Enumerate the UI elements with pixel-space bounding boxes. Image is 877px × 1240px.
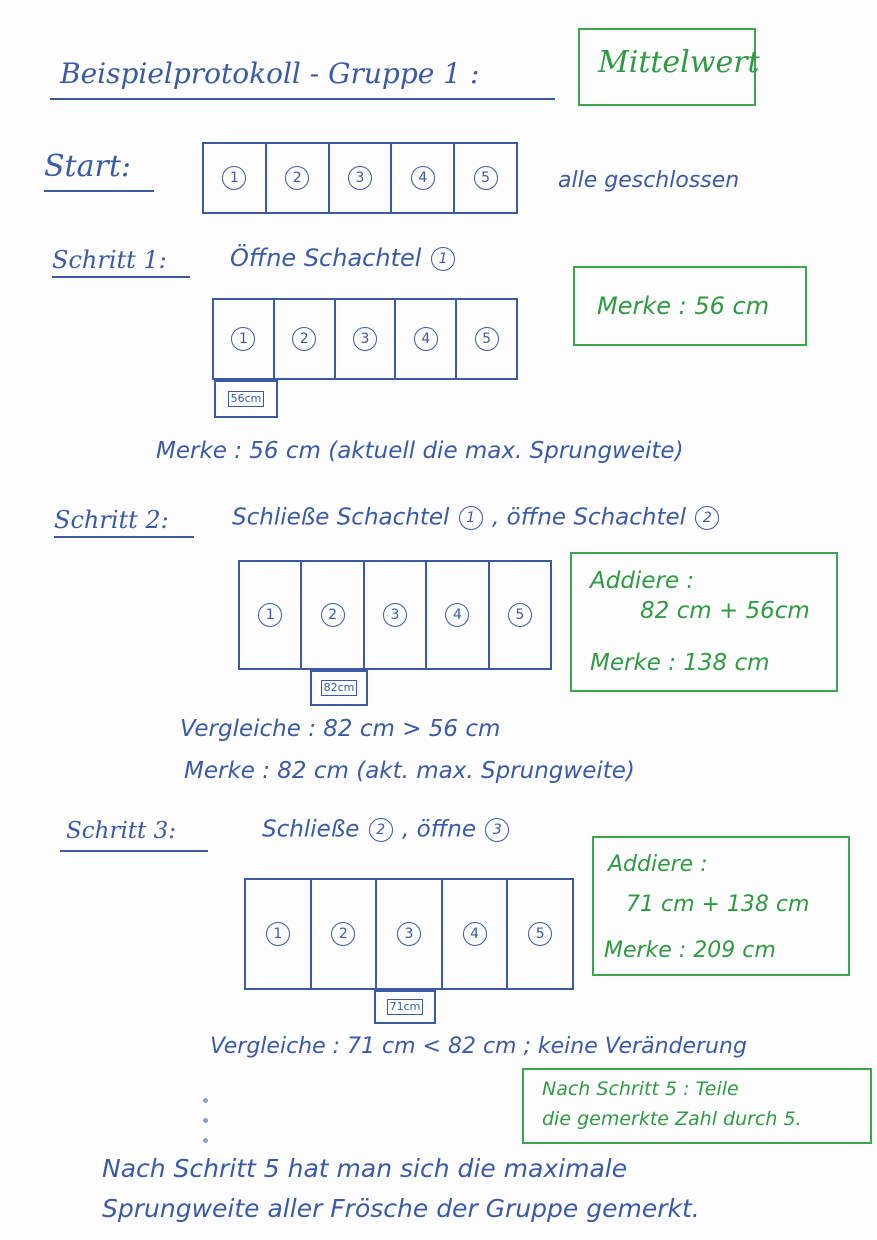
step1-box-3 <box>336 300 397 378</box>
start-box-4 <box>392 144 455 212</box>
footer-line-2: Sprungweite aller Frösche der Gruppe gemerkt. <box>102 1194 700 1223</box>
step3-green-line-3: Merke : 209 cm <box>604 938 776 963</box>
step2-box-2 <box>302 562 364 668</box>
step1-green-text: Merke : 56 cm <box>597 292 770 320</box>
box-number-4: 4 <box>411 166 435 190</box>
ellipsis-dot-1 <box>203 1098 208 1103</box>
start-note: alle geschlossen <box>558 168 740 193</box>
after-step5-box <box>522 1068 872 1144</box>
step1-box-2 <box>275 300 336 378</box>
footer-line-1: Nach Schritt 5 hat man sich die maximale <box>102 1154 628 1183</box>
box-number-2: 2 <box>285 166 309 190</box>
box-number-1: 1 <box>231 327 255 351</box>
step2-box-5 <box>490 562 550 668</box>
mittelwert-badge <box>578 28 760 106</box>
title-underline <box>50 98 555 100</box>
step3-box-4 <box>443 880 509 988</box>
box-number-4: 4 <box>445 603 469 627</box>
step3-box-1 <box>246 880 312 988</box>
box-number-3: 3 <box>353 327 377 351</box>
step3-label: Schritt 3: <box>66 818 176 844</box>
step1-note: Merke : 56 cm (aktuell die max. Sprungweite) <box>156 438 684 464</box>
box-number-4: 4 <box>414 327 438 351</box>
step1-action <box>230 246 457 271</box>
box-number-3: 3 <box>348 166 372 190</box>
step1-box-1 <box>214 300 275 378</box>
after-step5-line-1: Nach Schritt 5 : Teile <box>542 1078 739 1100</box>
step1-box-strip <box>212 298 518 380</box>
box-number-5: 5 <box>474 166 498 190</box>
step3-box-3 <box>377 880 443 988</box>
box-number-2: 2 <box>321 603 345 627</box>
step1-tag-text: 56cm <box>228 391 265 407</box>
step2-note: Merke : 82 cm (akt. max. Sprungweite) <box>184 758 635 784</box>
step2-box-strip <box>238 560 552 670</box>
step2-green-line-1: Addiere : <box>590 568 695 594</box>
step1-box-5 <box>457 300 516 378</box>
step2-green-box <box>570 552 838 692</box>
step3-green-line-2: 71 cm + 138 cm <box>626 892 810 917</box>
box-number-3: 3 <box>383 603 407 627</box>
step3-action <box>262 818 511 842</box>
ellipsis-dot-2 <box>203 1118 208 1123</box>
step2-box-1 <box>240 562 302 668</box>
step3-open-text: öffne <box>416 816 477 843</box>
step3-box-strip <box>244 878 574 990</box>
step3-green-box <box>592 836 850 976</box>
step2-green-line-3: Merke : 138 cm <box>590 650 770 676</box>
start-box-2 <box>267 144 330 212</box>
step3-close-box: 2 <box>369 818 393 842</box>
step3-sep: , <box>402 816 410 843</box>
start-underline <box>44 190 154 192</box>
step1-jump-tag <box>214 380 278 418</box>
step2-box-3 <box>365 562 427 668</box>
box-number-2: 2 <box>331 922 355 946</box>
start-label: Start: <box>44 149 131 184</box>
box-number-4: 4 <box>463 922 487 946</box>
step2-open-box: 2 <box>695 506 719 530</box>
step2-open-text: , öffne Schachtel <box>492 504 687 531</box>
step2-action <box>232 506 721 530</box>
step3-compare: Vergleiche : 71 cm < 82 cm ; keine Veränderung <box>210 1034 747 1059</box>
step1-box-4 <box>396 300 457 378</box>
step3-close-text: Schließe <box>262 816 360 843</box>
start-box-5 <box>455 144 516 212</box>
step3-box-2 <box>312 880 378 988</box>
step2-close-box: 1 <box>459 506 483 530</box>
step2-green-line-2: 82 cm + 56cm <box>640 598 810 624</box>
box-number-5: 5 <box>528 922 552 946</box>
step1-underline <box>52 276 190 278</box>
page-title: Beispielprotokoll - Gruppe 1 : <box>60 57 480 90</box>
step3-jump-tag <box>374 990 436 1024</box>
step1-green-box <box>573 266 807 346</box>
step2-compare: Vergleiche : 82 cm > 56 cm <box>180 716 501 742</box>
start-box-1 <box>204 144 267 212</box>
box-number-2: 2 <box>292 327 316 351</box>
badge-label: Mittelwert <box>598 45 760 80</box>
step2-box-4 <box>427 562 489 668</box>
step1-action-text: Öffne Schachtel <box>230 244 422 272</box>
box-number-3: 3 <box>397 922 421 946</box>
step3-green-line-1: Addiere : <box>608 852 708 877</box>
box-number-5: 5 <box>508 603 532 627</box>
step1-label: Schritt 1: <box>52 246 167 274</box>
start-box-3 <box>330 144 393 212</box>
step3-underline <box>60 850 208 852</box>
step3-box-5 <box>508 880 572 988</box>
start-box-strip <box>202 142 518 214</box>
step1-action-box: 1 <box>431 247 455 271</box>
step3-open-box: 3 <box>485 818 509 842</box>
step2-label: Schritt 2: <box>54 506 169 534</box>
step2-underline <box>54 536 194 538</box>
after-step5-line-2: die gemerkte Zahl durch 5. <box>542 1108 802 1130</box>
step2-jump-tag <box>310 670 368 706</box>
ellipsis-dot-3 <box>203 1138 208 1143</box>
box-number-1: 1 <box>266 922 290 946</box>
step2-tag-text: 82cm <box>321 680 358 696</box>
step2-close-text: Schließe Schachtel <box>232 504 450 531</box>
step3-tag-text: 71cm <box>387 999 424 1015</box>
box-number-1: 1 <box>222 166 246 190</box>
box-number-5: 5 <box>475 327 499 351</box>
box-number-1: 1 <box>258 603 282 627</box>
